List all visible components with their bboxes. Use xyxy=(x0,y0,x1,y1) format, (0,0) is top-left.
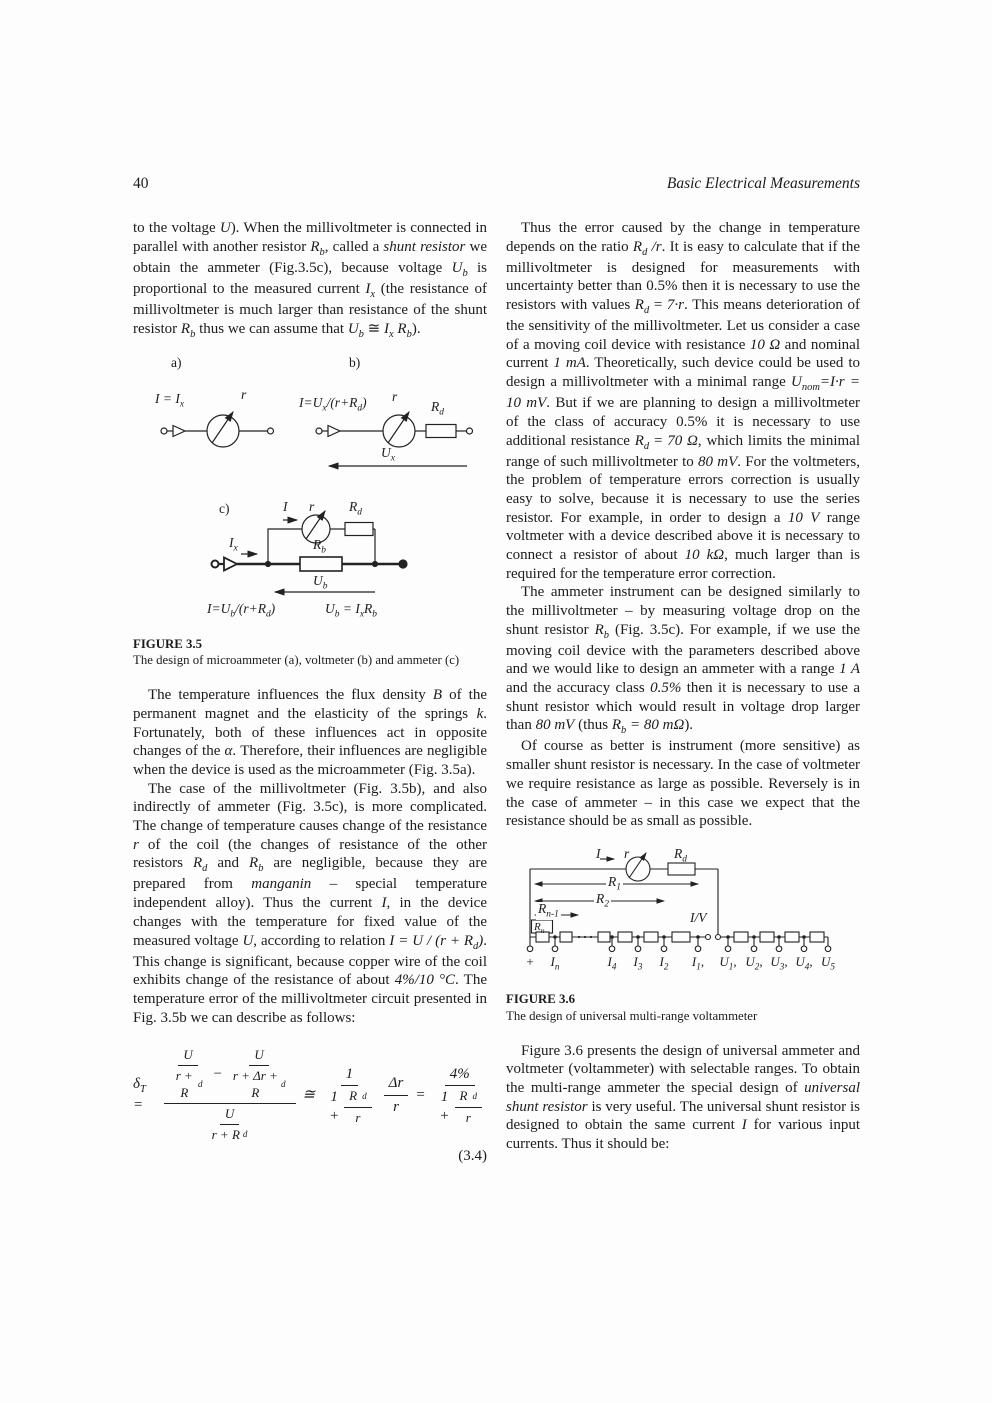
terminal-label-in: $I_n$ xyxy=(550,953,560,972)
terminal-label-i3: $I_3$ xyxy=(633,953,643,972)
paragraph: The case of the millivoltmeter (Fig. 3.5b), and also indirectly of ammeter (Fig. 3.5c), is more complicated. The change of temperature causes change of the resistance r of the coil (the changes of resistance of the other resistors $R_d$ and $R_b$ are negligible, because they are prepared from manganin – special temperature independent alloy). Thus the current I, in the device changes with the temperature for fixed value of the measured voltage U, according to relation $I = U / (r + R_d)$. This change is significant, because copper wire of the coil exhibits change of the resistance of about 4%/10 °C. The temperature error of the millivoltmeter circuit presented in Fig. 3.5b we can describe as follows: xyxy=(133,780,488,1026)
paragraph: Of course as better is instrument (more sensitive) as smaller shunt resistor is necessary. In the case of voltmeter we require resistance as large as possible. Reversely is in the case of ammeter – in this case we expect that the resistance should be as small as possible. xyxy=(506,738,860,830)
page-number: 40 xyxy=(133,175,149,192)
equation-label-c2: $U_b = I_xR_b$ xyxy=(325,600,377,620)
approx-operator: ≅ xyxy=(302,1086,316,1103)
terminal-label-u2: $U_2$, xyxy=(745,953,763,972)
equals-operator: = xyxy=(415,1086,426,1103)
figure-3-6-caption-label: FIGURE 3.6 xyxy=(506,991,575,1006)
figure-3-5-caption xyxy=(133,636,487,670)
coil-resistance-label-c: r xyxy=(309,498,315,514)
eq-term: R d xyxy=(455,1088,483,1107)
paragraph: Figure 3.6 presents the design of universal ammeter and voltmeter (voltammeter) with selectable ranges. To obtain the multi-range ammeter the special design of universal shunt resistor is very useful. The universal shunt resistor is designed to obtain the same current I for various input currents. Thus it should be: xyxy=(506,1042,861,1152)
terminal-label-plus: + xyxy=(526,953,534,969)
eq-term: r + R d xyxy=(175,1068,203,1100)
paragraph: The ammeter instrument can be designed similarly to the millivoltmeter – by measuring voltage drop on the shunt resistor $R_b$ (Fig. 3.5c). For example, if we use the moving coil device with the parameters described above and we would like to design an ammeter with a range 1 A and the accuracy class 0.5% then it is necessary to use a shunt resistor which would result in voltage drop larger than 80 mV (thus $R_b = 80$ mΩ). xyxy=(506,584,860,737)
equation-lhs: $\delta_T$ = xyxy=(133,1076,146,1114)
eq-term: r xyxy=(465,1109,471,1125)
figure-3-5 xyxy=(133,354,487,626)
left-column xyxy=(133,219,487,1166)
eq-term: r + R d xyxy=(211,1126,248,1142)
equation-label-c1: $I=U_b/(r+R_d)$ xyxy=(207,600,276,620)
figure-3-5-caption-text: The design of microammeter (a), voltmeter (b) and ammeter (c) xyxy=(133,653,460,668)
subfigure-b-label: b) xyxy=(349,354,361,370)
terminal-label-i1: $I_1$, xyxy=(691,953,705,972)
range-resistor-2-label: $R_2$ xyxy=(596,890,609,910)
paragraph: Thus the error caused by the change in temperature depends on the ratio $R_d$ /r. It is easy to calculate that if the millivoltmeter is designed for measurements with uncertainty better than 0.5% then it is necessary to use the resistors with values $R_d = 7\cdot r$. This means deterioration of the sensitivity of the millivoltmeter. Let us consider a case of a moving coil device with resistance 10 Ω and nominal current 1 mA. Theoretically, such device could be used to design a millivoltmeter with a minimal range $U_{nom}=I\cdot r = 10$ mV. But if we are planning to design a millivoltmeter of the class of accuracy 0.5% it is necessary to use additional resistance $R_d = 70$ Ω, which limits the minimal range of such millivoltmeter to 80 mV. For the voltmeters, the problem of temperature errors correction is usually easy to solve, because it is necessary to use the series resistor. For example, in order to design a 10 V range voltmeter with a device described above it is necessary to connect a resistor of about 10 kΩ, much larger than is required for the temperature error correction. xyxy=(506,220,861,582)
eq-term: U xyxy=(178,1047,197,1066)
voltage-label-c: $U_b$ xyxy=(313,572,328,592)
terminal-label-u5: $U_5$ xyxy=(821,953,835,972)
paragraph: The temperature influences the flux density B of the permanent magnet and the elasticity of the springs k. Fortunately, both of these influences act in opposite changes of the α. Therefore, their influences are negligible when the device is used as the microammeter (Fig. 3.5a). xyxy=(133,687,487,779)
eq-term: U xyxy=(220,1106,239,1125)
figure-3-6 xyxy=(506,847,860,975)
two-column-body xyxy=(133,219,860,1166)
current-label-a: $I = I_x$ xyxy=(155,390,185,410)
series-resistor-label-b: $R_d$ xyxy=(431,398,444,418)
equation-term-4: 4% 1 + R d r xyxy=(432,1065,487,1126)
input-current-label-c: $I_x$ xyxy=(229,534,238,554)
shunt-resistor-label-c: $R_b$ xyxy=(313,536,326,556)
equation-number: (3.4) xyxy=(458,1148,487,1165)
equation-term-2: 1 1 + R d r xyxy=(322,1065,377,1126)
coil-resistance-label-b: r xyxy=(392,388,398,404)
coil-resistance-label: r xyxy=(624,845,630,861)
eq-term: U xyxy=(249,1047,268,1066)
current-label-c: I xyxy=(283,498,288,514)
equation-3-4 xyxy=(133,1047,487,1143)
equation-term-3: $\frac{\Delta r}{r}$ xyxy=(384,1074,409,1116)
page-header xyxy=(133,175,860,193)
equation-main-fraction xyxy=(164,1047,296,1143)
eq-term: r xyxy=(355,1109,361,1125)
right-column xyxy=(506,219,860,1154)
figure-3-6-caption-text: The design of universal multi-range voltammeter xyxy=(506,1008,758,1023)
terminal-label-u4: $U_4$, xyxy=(795,953,813,972)
subfigure-a-label: a) xyxy=(171,354,182,370)
series-resistor-label: $R_d$ xyxy=(674,845,687,865)
terminal-label-u1: $U_1$, xyxy=(719,953,737,972)
subfigure-c-label: c) xyxy=(219,500,230,516)
series-resistor-label-c: $R_d$ xyxy=(349,498,362,518)
range-resistor-n1-label: $R_{n-1}$ xyxy=(538,900,559,920)
eq-term: R d xyxy=(344,1088,372,1107)
eq-term: r + Δr + R d xyxy=(232,1068,286,1100)
mode-switch-label: I/V xyxy=(690,909,707,925)
coil-resistance-label-a: r xyxy=(241,386,247,402)
current-label-b: $I=U_x/(r+R_d)$ xyxy=(299,394,367,414)
figure-3-5-caption-label: FIGURE 3.5 xyxy=(133,636,202,651)
voltage-label-b: $U_x$ xyxy=(381,444,395,464)
range-resistor-1-label: $R_1$ xyxy=(608,873,621,893)
minus-operator: − xyxy=(212,1065,223,1082)
terminal-label-u3: $U_3$, xyxy=(770,953,788,972)
running-title: Basic Electrical Measurements xyxy=(666,175,860,192)
terminal-label-i2: $I_2$ xyxy=(659,953,669,972)
paragraph: to the voltage U). When the millivoltmeter is connected in parallel with another resistor $R_b$, called a shunt resistor we obtain the ammeter (Fig.3.5c), because voltage $U_b$ is proportional to the measured current $I_x$ (the resistance of millivoltmeter is much larger than resistance of the shunt resistor $R_b$ thus we can assume that $U_b$ ≅ $I_x$ $R_b$). xyxy=(133,220,487,340)
figure-3-6-caption xyxy=(506,991,860,1025)
eq-term: 1 + xyxy=(439,1089,450,1125)
current-label: I xyxy=(596,845,601,861)
eq-term: 1 + xyxy=(329,1089,340,1125)
range-resistor-n-label: $R_n$ xyxy=(534,920,545,936)
terminal-label-i4: $I_4$ xyxy=(607,953,617,972)
